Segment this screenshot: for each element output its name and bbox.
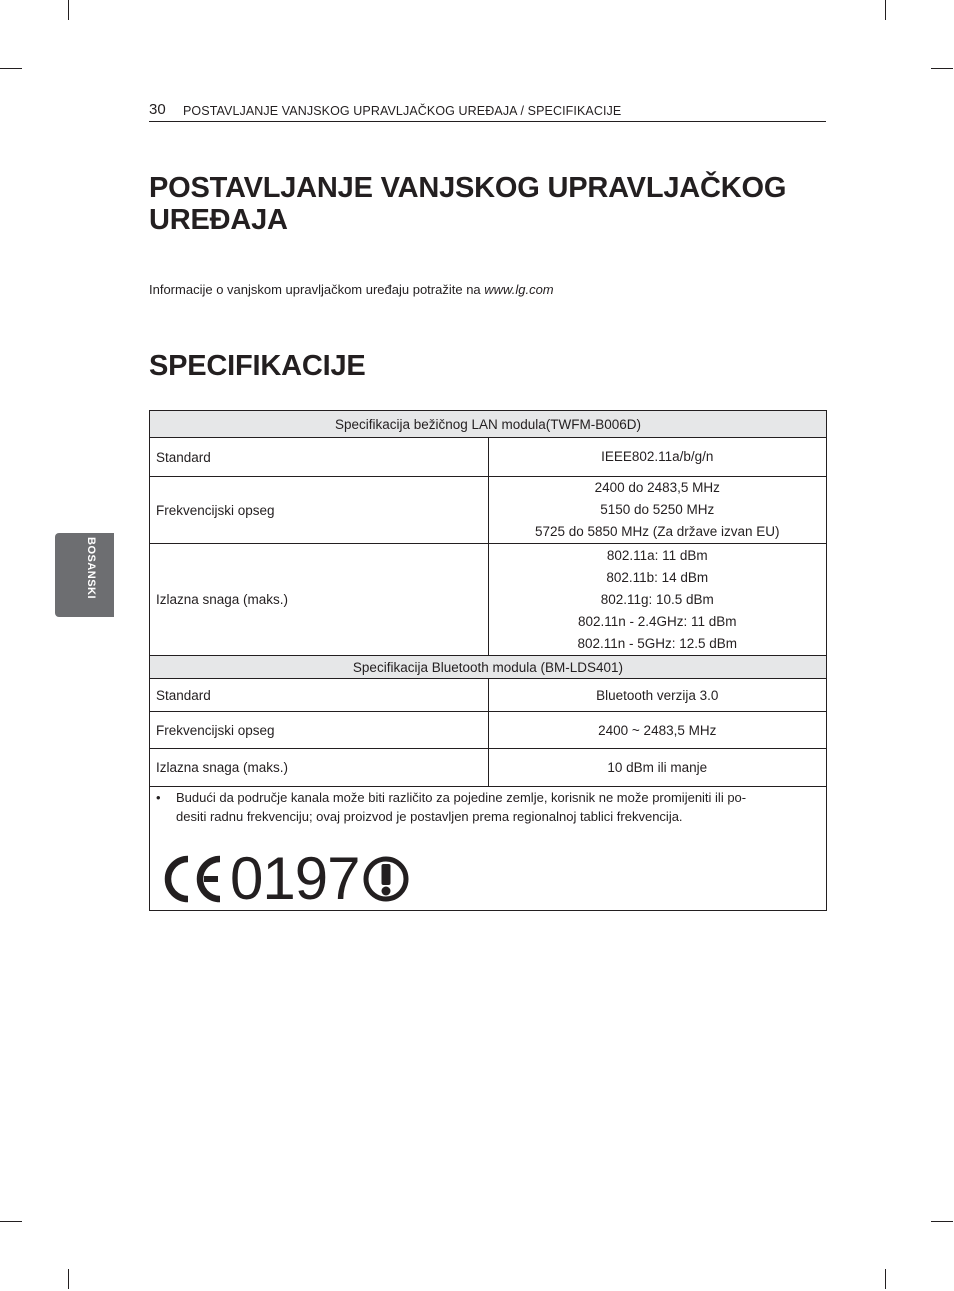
crop-mark (68, 0, 69, 20)
note-row (150, 787, 827, 911)
intro-text: Informacije o vanjskom upravljačkom uređaju potražite na (149, 282, 485, 297)
row-value (488, 544, 827, 656)
ce-mark-icon (160, 853, 226, 905)
notified-body-number: 0197 (230, 844, 360, 912)
alert-icon (361, 854, 411, 904)
table-row (150, 712, 827, 749)
value-line: 5725 do 5850 MHz (Za države izvan EU) (534, 524, 780, 539)
crop-mark (0, 68, 22, 69)
running-title: POSTAVLJANJE VANJSKOG UPRAVLJAČKOG UREĐAJA / SPECIFIKACIJE (183, 104, 622, 118)
table-section-row (150, 411, 827, 438)
row-label: Frekvencijski opseg (150, 712, 489, 749)
page-number: 30 (149, 101, 166, 118)
section-title-specifications: SPECIFIKACIJE (149, 350, 366, 382)
value-line: 802.11b: 14 dBm (606, 569, 709, 585)
value-line: 802.11n - 2.4GHz: 11 dBm (577, 613, 737, 629)
value-line: IEEE802.11a/b/g/n (601, 449, 714, 464)
note-line: Budući da područje kanala može biti različito za pojedine zemlje, korisnik ne može promijeniti ili po- (176, 789, 747, 805)
note-cell (150, 787, 827, 911)
value-line: 802.11g: 10.5 dBm (600, 591, 714, 607)
note-text (176, 788, 746, 826)
row-label: Frekvencijski opseg (150, 477, 489, 544)
row-label: Standard (150, 679, 489, 712)
row-value: 10 dBm ili manje (488, 749, 827, 787)
crop-mark (68, 1269, 69, 1289)
row-value (488, 438, 827, 477)
bullet-icon: • (156, 789, 161, 805)
table-row (150, 477, 827, 544)
note-line: desiti radnu frekvenciju; ovaj proizvod je postavljen prema regionalnoj tablici frekvencija. (176, 808, 683, 824)
section-title-line: UREĐAJA (149, 204, 288, 236)
crop-mark (885, 0, 886, 20)
wlan-header: Specifikacija bežičnog LAN modula(TWFM-B006D) (150, 411, 827, 438)
table-row (150, 544, 827, 656)
crop-mark (0, 1221, 22, 1222)
table-row (150, 438, 827, 477)
row-value: Bluetooth verzija 3.0 (488, 679, 827, 712)
language-tab-label: BOSANSKI (85, 537, 97, 600)
crop-mark (931, 68, 953, 69)
row-value (488, 477, 827, 544)
intro-paragraph (149, 282, 554, 297)
section-title-line: POSTAVLJANJE VANJSKOG UPRAVLJAČKOG (149, 172, 787, 204)
value-line: 802.11n - 5GHz: 12.5 dBm (577, 635, 738, 651)
row-value: 2400 ~ 2483,5 MHz (488, 712, 827, 749)
spec-table (149, 410, 827, 911)
page-header (149, 100, 826, 122)
language-tab (55, 533, 114, 617)
lg-website-link[interactable]: www.lg.com (484, 282, 554, 297)
value-line: 802.11a: 11 dBm (606, 547, 708, 563)
row-label: Izlazna snaga (maks.) (150, 544, 489, 656)
row-label: Izlazna snaga (maks.) (150, 749, 489, 787)
note-paragraph (156, 788, 820, 826)
table-row (150, 749, 827, 787)
table-section-row (150, 656, 827, 679)
row-label: Standard (150, 438, 489, 477)
section-title-external-control (149, 172, 839, 236)
ce-marking (160, 844, 820, 912)
crop-mark (885, 1269, 886, 1289)
table-row (150, 679, 827, 712)
value-line: 2400 do 2483,5 MHz (594, 480, 720, 495)
value-line: 5150 do 5250 MHz (600, 502, 715, 517)
crop-mark (931, 1221, 953, 1222)
bluetooth-header: Specifikacija Bluetooth modula (BM-LDS401) (150, 656, 827, 679)
